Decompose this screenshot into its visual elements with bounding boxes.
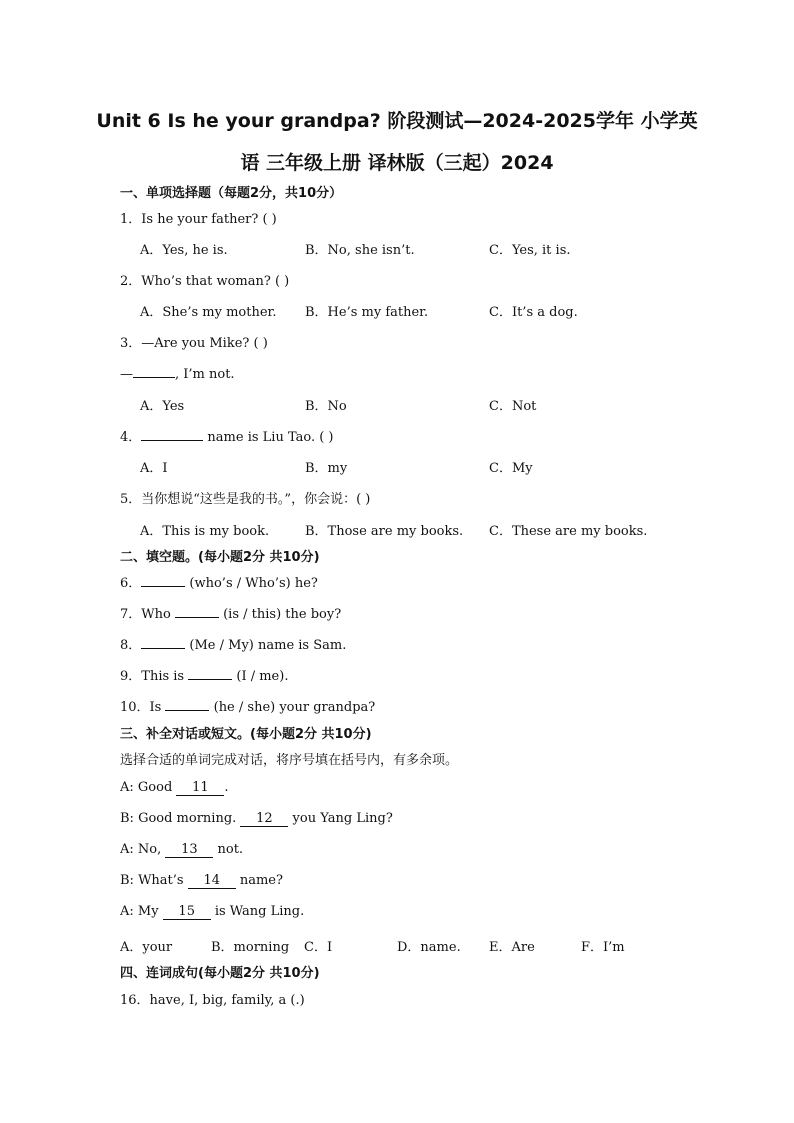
question-9-text: (I / me). xyxy=(232,669,289,684)
dialogue-option-f: F．I’m xyxy=(581,940,625,955)
question-8-number: 8． xyxy=(120,638,142,653)
question-4-option-b: B．my xyxy=(305,461,348,476)
question-10-blank[interactable] xyxy=(165,697,209,711)
dialogue-2-suffix: you Yang Ling? xyxy=(288,811,393,826)
question-5-option-a: A．This is my book. xyxy=(140,524,270,539)
dialogue-4-suffix: name? xyxy=(235,873,283,888)
question-3-reply-dash: — xyxy=(120,367,133,382)
question-10-prefix: 10．Is xyxy=(120,700,166,715)
dialogue-5-blank[interactable]: 15 xyxy=(163,906,211,920)
question-3-reply xyxy=(120,364,235,382)
dialogue-5-prefix: A: My xyxy=(120,904,163,919)
dialogue-option-c: C．I xyxy=(304,940,333,955)
question-6 xyxy=(120,572,318,591)
question-7-blank[interactable] xyxy=(175,604,219,618)
question-2-option-c: C．It’s a dog. xyxy=(489,305,578,320)
question-7-text: (is / this) the boy? xyxy=(218,607,342,622)
question-1-option-a: A．Yes, he is. xyxy=(140,243,228,258)
dialogue-2-prefix: B: Good morning. xyxy=(120,811,241,826)
page-title-line-2: 语 三年级上册 译林版（三起）2024 xyxy=(240,152,554,174)
dialogue-3-prefix: A: No, xyxy=(120,842,166,857)
dialogue-option-d: D．name. xyxy=(397,940,461,955)
section-2-header: 二、填空题。(每小题2分 共10分) xyxy=(120,550,320,565)
dialogue-line-5 xyxy=(120,904,304,920)
question-10 xyxy=(120,696,375,715)
question-4-number: 4． xyxy=(120,430,142,445)
dialogue-1-suffix: . xyxy=(224,780,229,795)
question-3-reply-text: , I’m not. xyxy=(175,367,235,382)
question-3-option-c: C．Not xyxy=(489,399,537,414)
dialogue-option-b: B．morning xyxy=(211,940,290,955)
question-8-blank[interactable] xyxy=(141,635,185,649)
question-9-blank[interactable] xyxy=(188,666,232,680)
question-4-option-c: C．My xyxy=(489,461,533,476)
question-6-blank[interactable] xyxy=(141,573,185,587)
dialogue-option-a: A．your xyxy=(120,940,173,955)
question-8-text: (Me / My) name is Sam. xyxy=(185,638,347,653)
question-4-option-a: A．I xyxy=(140,461,168,476)
dialogue-3-suffix: not. xyxy=(213,842,244,857)
question-7-prefix: 7．Who xyxy=(120,607,175,622)
question-5-option-c: C．These are my books. xyxy=(489,524,648,539)
question-4-text: name is Liu Tao. ( ) xyxy=(203,430,334,445)
page-title-line-1: Unit 6 Is he your grandpa? 阶段测试—2024-2025学年 小学英 xyxy=(96,110,698,132)
question-7 xyxy=(120,603,341,622)
question-1-option-c: C．Yes, it is. xyxy=(489,243,571,258)
question-4-stem xyxy=(120,426,334,445)
question-3-option-b: B．No xyxy=(305,399,347,414)
question-5-stem: 5．当你想说“这些是我的书。”，你会说：( ) xyxy=(120,492,371,507)
question-3-option-a: A．Yes xyxy=(140,399,185,414)
question-16: 16．have, I, big, family, a (.) xyxy=(120,993,305,1008)
dialogue-option-e: E．Are xyxy=(489,940,535,955)
dialogue-1-prefix: A: Good xyxy=(120,780,177,795)
question-5-option-b: B．Those are my books. xyxy=(305,524,464,539)
dialogue-line-4 xyxy=(120,873,283,889)
question-2-option-b: B．He’s my father. xyxy=(305,305,429,320)
question-2-stem: 2．Who’s that woman? ( ) xyxy=(120,274,290,289)
dialogue-3-blank[interactable]: 13 xyxy=(165,844,213,858)
question-3-stem: 3．—Are you Mike? ( ) xyxy=(120,336,268,351)
question-9 xyxy=(120,665,288,684)
question-1-stem: 1．Is he your father? ( ) xyxy=(120,212,277,227)
question-3-blank[interactable] xyxy=(133,364,175,378)
dialogue-4-prefix: B: What’s xyxy=(120,873,188,888)
dialogue-line-2 xyxy=(120,811,393,827)
question-1-option-b: B．No, she isn’t. xyxy=(305,243,415,258)
dialogue-line-3 xyxy=(120,842,243,858)
question-2-option-a: A．She’s my mother. xyxy=(140,305,277,320)
question-9-prefix: 9．This is xyxy=(120,669,189,684)
question-4-blank[interactable] xyxy=(141,427,203,441)
dialogue-2-blank[interactable]: 12 xyxy=(240,813,288,827)
section-4-header: 四、连词成句(每小题2分 共10分) xyxy=(120,966,320,981)
dialogue-line-1 xyxy=(120,780,229,796)
dialogue-5-suffix: is Wang Ling. xyxy=(210,904,305,919)
question-6-number: 6． xyxy=(120,576,142,591)
question-10-text: (he / she) your grandpa? xyxy=(209,700,376,715)
dialogue-4-blank[interactable]: 14 xyxy=(188,875,236,889)
section-3-instruction: 选择合适的单词完成对话，将序号填在括号内，有多余项。 xyxy=(120,753,459,768)
question-6-text: (who’s / Who’s) he? xyxy=(185,576,318,591)
question-8 xyxy=(120,634,346,653)
section-3-header: 三、补全对话或短文。(每小题2分 共10分) xyxy=(120,727,372,742)
section-1-header: 一、单项选择题（每题2分，共10分） xyxy=(120,186,343,201)
dialogue-1-blank[interactable]: 11 xyxy=(176,782,224,796)
